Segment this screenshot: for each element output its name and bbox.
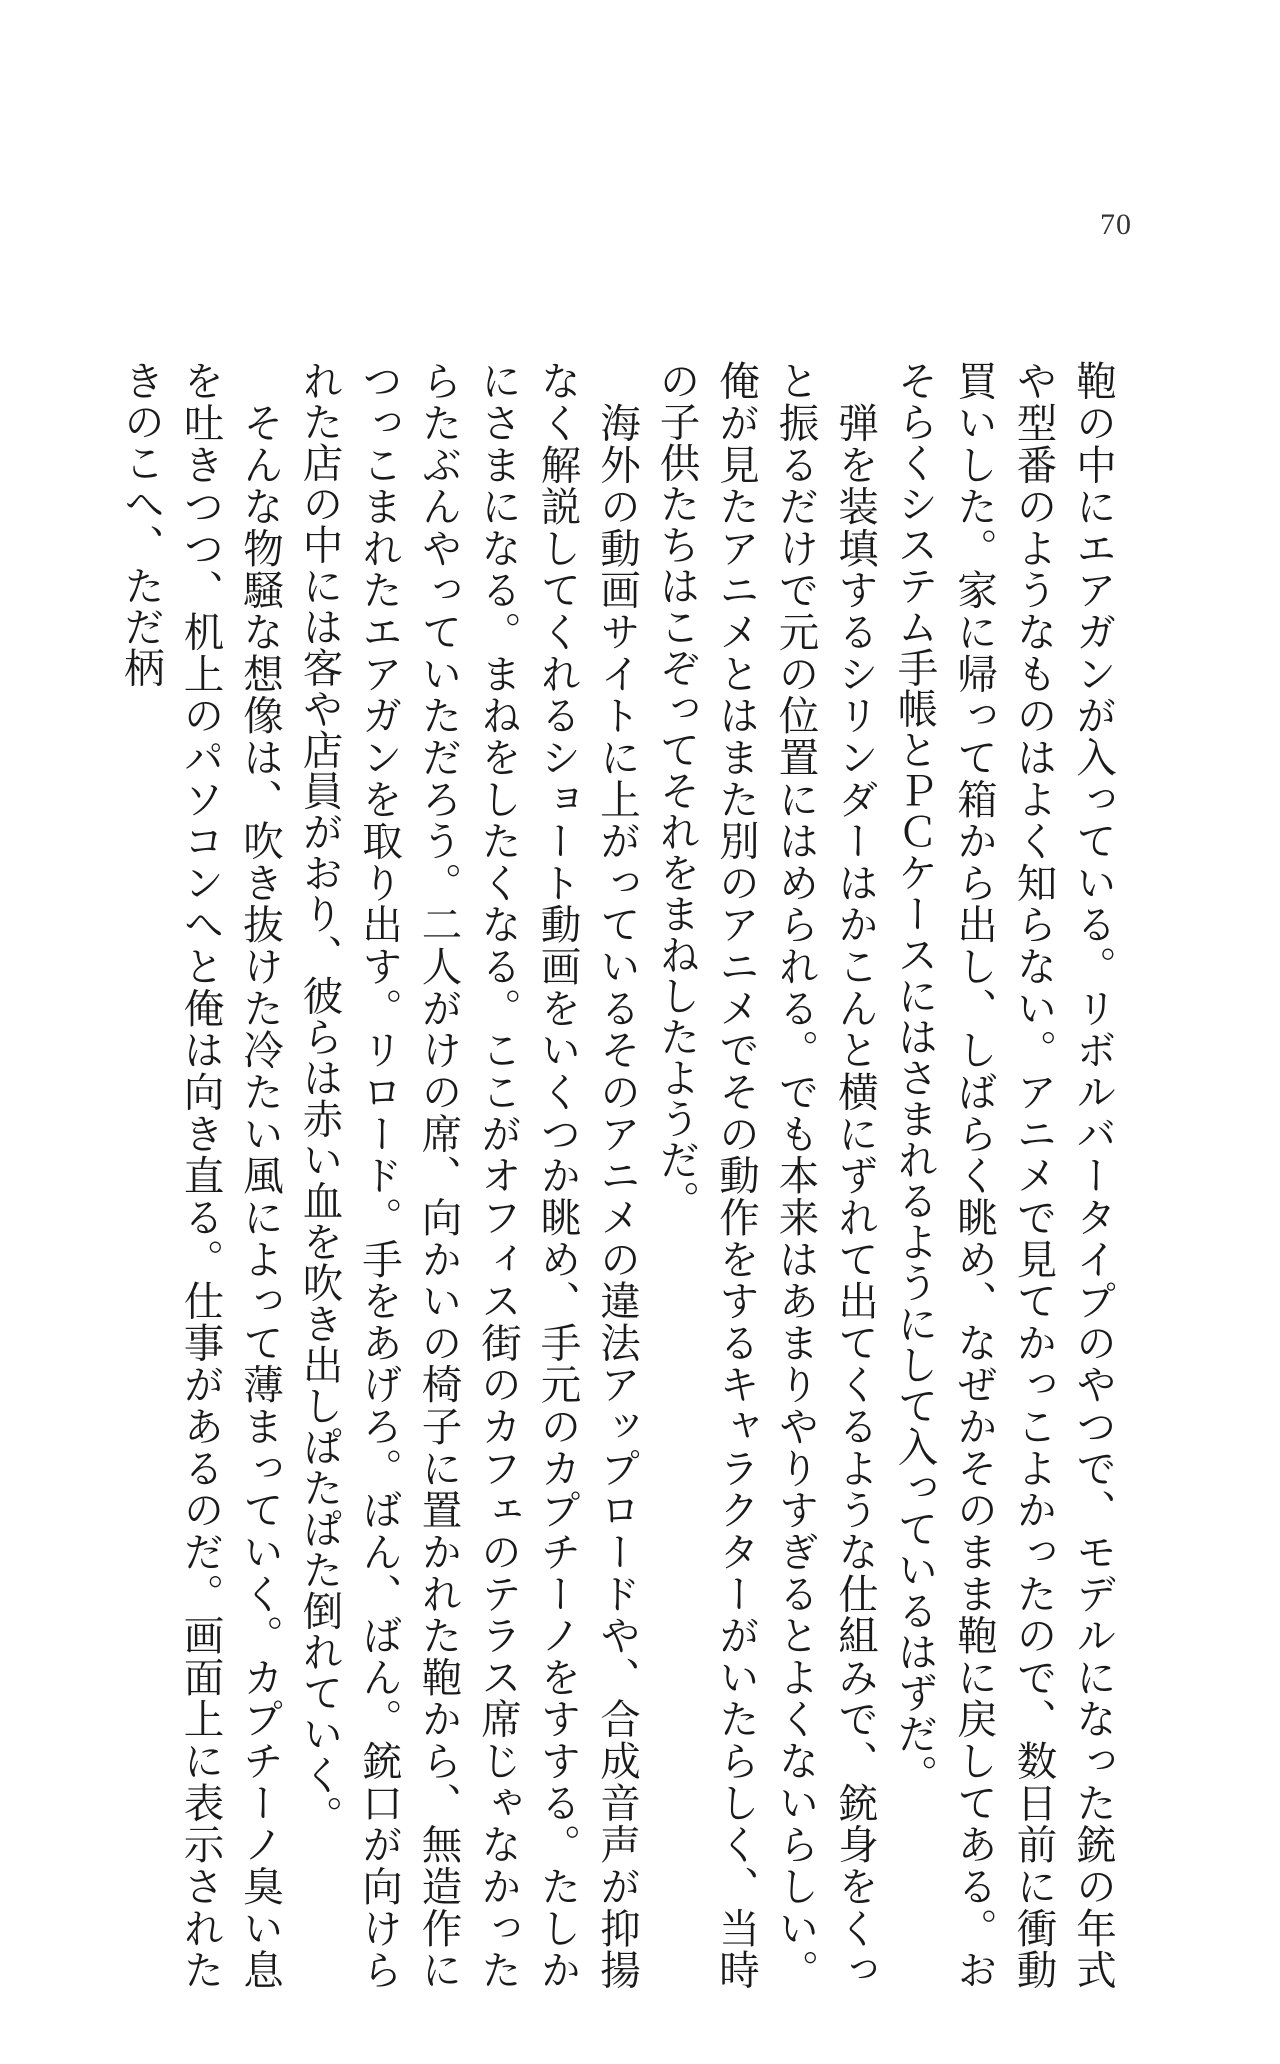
paragraph-1: 鞄の中にエアガンが入っている。リボルバータイプのやつで、モデルになった銃の年式や型番のようなものはよく知らない。アニメで見てかっこよかったので、数日前に衝動買いした。家に帰って箱から出し、しばらく眺め、なぜかそのまま鞄に戻してある。おそらくシステム手帳とＰＣケースにはさまれるようにして入っているはずだ。 [890,360,1117,1991]
paragraph-3: 海外の動画サイトに上がっているそのアニメの違法アップロードや、合成音声が抑揚なく解説してくれるショート動画をいくつか眺め、手元のカプチーノをすする。たしかにさまになる。まねをしたくなる。ここがオフィス街のカフェのテラス席じゃなかったらたぶんやっていただろう。二人がけの席、向かいの椅子に置かれた鞄から、無造作につっこまれたエアガンを取り出す。リロード。手をあげろ。ばん、ばん。銃口が向けられた店の中には客や店員がおり、彼らは赤い血を吹き出しぱたぱた倒れていく。 [295,360,641,1991]
paragraph-2: 弾を装填するシリンダーはかこんと横にずれて出てくるような仕組みで、銃身をくっと振るだけで元の位置にはめられる。でも本来はあまりやりすぎるとよくないらしい。俺が見たアニメとはまた別のアニメでその動作をするキャラクターがいたらしく、当時の子供たちはこぞってそれをまねしたようだ。 [652,360,879,1991]
vertical-text-body [117,360,1122,1991]
page-number: 70 [1100,208,1132,241]
paragraph-4: そんな物騒な想像は、吹き抜けた冷たい風によって薄まっていく。カプチーノ臭い息を吐きつつ、机上のパソコンへと俺は向き直る。仕事があるのだ。画面上に表示されたきのこへ、ただ柄 [117,360,284,1991]
